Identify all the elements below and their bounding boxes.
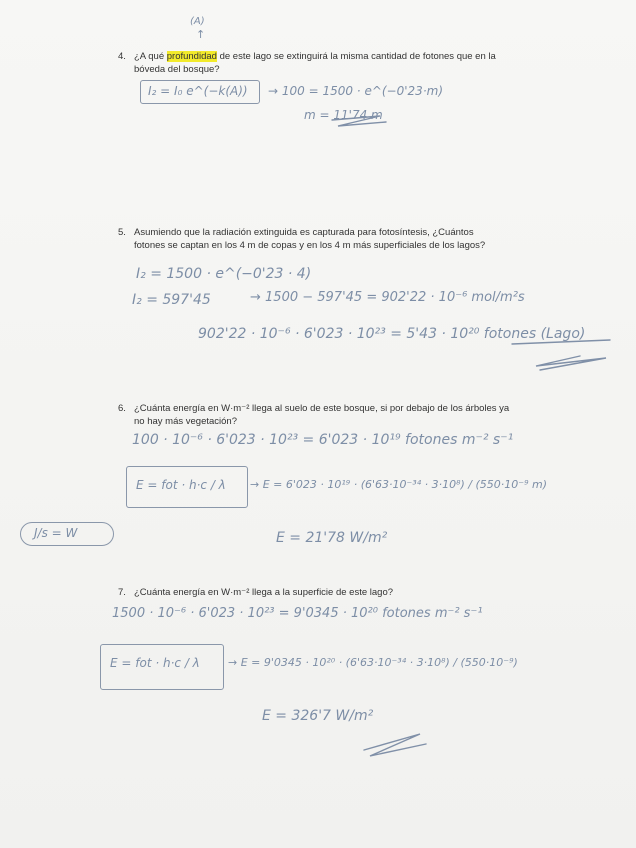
q6-hw-result: E = 21'78 W/m²: [276, 530, 388, 546]
q5-hw-l2a: I₂ = 597'45: [132, 292, 211, 308]
q4-text-after: de este lago se extinguirá la misma cantidad de fotones que en la: [216, 51, 496, 62]
q4-hw-eq: → 100 = 1500 · e^(−0'23·m): [268, 84, 444, 98]
q4-text-before: ¿A qué: [134, 51, 167, 62]
q4-line2: bóveda del bosque?: [134, 64, 220, 75]
q7-hw-formula: E = fot · h·c / λ: [110, 656, 200, 670]
q7-hw-eq: → E = 9'0345 · 10²⁰ · (6'63·10⁻³⁴ · 3·10⁸) / (550·10⁻⁹): [228, 656, 518, 669]
question-6-number: 6.: [118, 403, 126, 414]
q4-hw-formula: I₂ = I₀ e^(−k(A)): [148, 84, 248, 98]
q6-hw-l1: 100 · 10⁻⁶ · 6'023 · 10²³ = 6'023 · 10¹⁹ fotones m⁻² s⁻¹: [132, 432, 514, 448]
question-5: [118, 226, 578, 252]
q5-line2: fotones se captan en los 4 m de copas y en los 4 m más superficiales de los lagos?: [134, 240, 486, 251]
question-6: [118, 402, 578, 428]
q7-line1: ¿Cuánta energía en W·m⁻² llega a la superficie de este lago?: [134, 587, 394, 598]
q5-hw-l3: 902'22 · 10⁻⁶ · 6'023 · 10²³ = 5'43 · 10²⁰ fotones (Lago): [198, 326, 586, 342]
question-4: [118, 50, 578, 76]
q5-hw-l1: I₂ = 1500 · e^(−0'23 · 4): [136, 266, 312, 282]
q6-hw-side: J/s = W: [34, 526, 78, 540]
q7-hw-result: E = 326'7 W/m²: [262, 708, 374, 724]
q4-highlight: profundidad: [166, 51, 217, 62]
q7-hw-l1: 1500 · 10⁻⁶ · 6'023 · 10²³ = 9'0345 · 10²⁰ fotones m⁻² s⁻¹: [112, 606, 483, 621]
q7-underline-scribble: [360, 730, 440, 762]
question-4-number: 4.: [118, 51, 126, 62]
question-7: [118, 586, 578, 599]
q5-hw-l2b: → 1500 − 597'45 = 902'22 · 10⁻⁶ mol/m²s: [250, 290, 525, 305]
question-5-number: 5.: [118, 227, 126, 238]
q4-hw-result: m = 11'74 m: [304, 108, 383, 122]
q5-line1: Asumiendo que la radiación extinguida es capturada para fotosíntesis, ¿Cuántos: [134, 227, 474, 238]
q6-hw-eq: → E = 6'023 · 10¹⁹ · (6'63·10⁻³⁴ · 3·10⁸) / (550·10⁻⁹ m): [250, 478, 547, 491]
q6-line2: no hay más vegetación?: [134, 416, 237, 427]
q4-hw-top: (A): [190, 16, 205, 27]
q6-hw-formula: E = fot · h·c / λ: [136, 478, 226, 492]
question-7-number: 7.: [118, 587, 126, 598]
q6-line1: ¿Cuánta energía en W·m⁻² llega al suelo de este bosque, si por debajo de los árboles ya: [134, 403, 510, 414]
q5-underline-scribble: [510, 340, 620, 376]
q4-underline-scribble: [330, 112, 390, 132]
q4-hw-arrow: ↑: [196, 28, 206, 41]
